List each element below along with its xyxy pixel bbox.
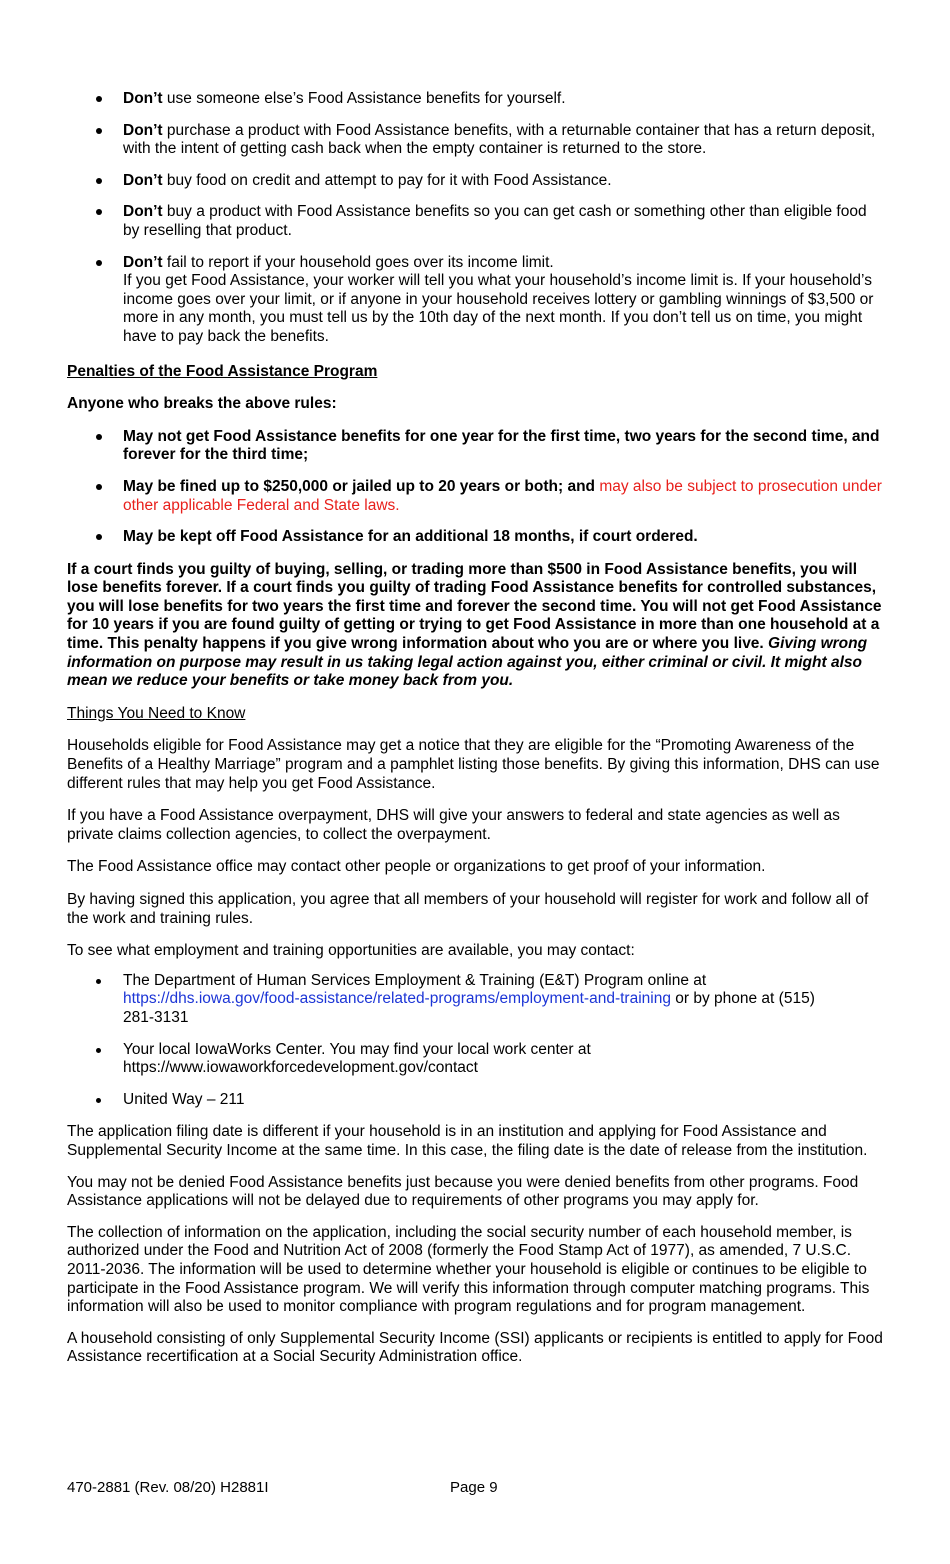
document-page [67,90,885,1381]
list-item: May be kept off Food Assistance for an additional 18 months, if court ordered. [67,528,885,547]
penalties-intro: Anyone who breaks the above rules: [67,395,337,413]
paragraph: To see what employment and training opportunities are available, you may contact: [67,942,635,960]
income-limit-explanation: If you get Food Assistance, your worker will tell you what your household’s income limit is. If your household’s income goes over your limit, or if anyone in your household receives lottery or gambling winnings of $3,500 or more in any month, you must tell us by the 10th day of the next month. If you don’t tell us on time, you might have to pay back the benefits. [123,272,874,345]
dont-text: buy food on credit and attempt to pay for it with Food Assistance. [162,171,612,189]
penalties-list [67,428,885,547]
contacts-list [67,972,885,1110]
dont-text: buy a product with Food Assistance benefits so you can get cash or something other than eligible food by reselling that product. [123,203,867,239]
court-text: If a court finds you guilty of buying, selling, or trading more than $500 in Food Assistance benefits, you will lose benefits forever. If a court finds you guilty of trading Food Assistance benefits for controlled substances, you will lose benefits for two years the first time and forever the second time. You will not get Food Assistance for 10 years if you are found guilty of getting or trying to get Food Assistance in more than one household at a time. This penalty happens if you give wrong information about who you are or where you live. [67,560,882,653]
prosecution-note: may also be subject to prosecution under other applicable Federal and State laws. [123,477,882,514]
et-program-link[interactable]: https://dhs.iowa.gov/food-assistance/related-programs/employment-and-training [123,990,671,1008]
penalties-heading: Penalties of the Food Assistance Program [67,362,378,380]
paragraph: You may not be denied Food Assistance benefits just because you were denied benefits from other programs. Food Assistance applications will not be delayed due to requirements of other programs you may apply for. [67,1173,859,1210]
dont-text: use someone else’s Food Assistance benefits for yourself. [162,90,566,107]
list-item [67,254,885,347]
paragraph: The Food Assistance office may contact other people or organizations to get proof of your information. [67,858,766,876]
paragraph: Households eligible for Food Assistance may get a notice that they are eligible for the “Promoting Awareness of the Benefits of a Healthy Marriage” program and a pamphlet listing those benefits. By giving this information, DHS can use different rules that may help you get Food Assistance. [67,737,880,792]
things-to-know-heading: Things You Need to Know [67,704,246,722]
list-item: United Way – 211 [67,1091,885,1110]
dont-lead: Don’t [123,121,163,139]
wrong-info-warning: Giving wrong information on purpose may result in us taking legal action against you, either criminal or civil. It might also mean we reduce your benefits or take money back from you. [67,635,868,690]
list-item: May not get Food Assistance benefits for one year for the first time, two years for the second time, and forever for the third time; [67,428,885,465]
donts-list [67,90,885,347]
contact-phone: or by phone at (515) 281-3131 [123,990,815,1026]
dont-lead: Don’t [123,171,163,189]
list-item: Your local IowaWorks Center. You may find your local work center at https://www.iowaworkforcedevelopment.gov/contact [67,1041,885,1078]
dont-lead: Don’t [123,203,163,221]
list-item [67,122,885,159]
penalty-text: May be fined up to $250,000 or jailed up to 20 years or both; and [123,477,596,495]
dont-lead: Don’t [123,253,163,271]
paragraph: A household consisting of only Supplemental Security Income (SSI) applicants or recipients is entitled to apply for Food Assistance recertification at a Social Security Administration office. [67,1329,883,1366]
dont-text: fail to report if your household goes over its income limit. [162,253,554,271]
page-number: Page 9 [450,1479,498,1496]
court-penalty-paragraph [67,561,885,691]
list-item [67,90,885,109]
contact-text: The Department of Human Services Employment & Training (E&T) Program online at [123,971,707,989]
paragraph: By having signed this application, you agree that all members of your household will register for work and follow all of the work and training rules. [67,891,869,927]
dont-text: purchase a product with Food Assistance benefits, with a returnable container that has a return deposit, with the intent of getting cash back when the empty container is returned to the store. [123,121,876,158]
paragraph: If you have a Food Assistance overpayment, DHS will give your answers to federal and state agencies as well as private claims collection agencies, to collect the overpayment. [67,807,840,843]
paragraph: The application filing date is different if your household is in an institution and applying for Food Assistance and Supplemental Security Income at the same time. In this case, the filing date is the date of release from the institution. [67,1123,868,1159]
list-item [67,478,885,515]
dont-lead: Don’t [123,90,163,107]
paragraph: The collection of information on the application, including the social security number of each household member, is authorized under the Food and Nutrition Act of 2008 (formerly the Food Stamp Act of 1977), as amended, 7 U.S.C. 2011-2036. The information will be used to determine whether your household is eligible or continues to be eligible to participate in the Food Assistance program. We will verify this information through computer matching programs. This information will also be used to monitor compliance with program regulations and for program management. [67,1223,870,1316]
form-number: 470-2881 (Rev. 08/20) H2881I [67,1479,269,1496]
list-item [67,203,885,240]
list-item [67,172,885,191]
list-item [67,972,885,1028]
